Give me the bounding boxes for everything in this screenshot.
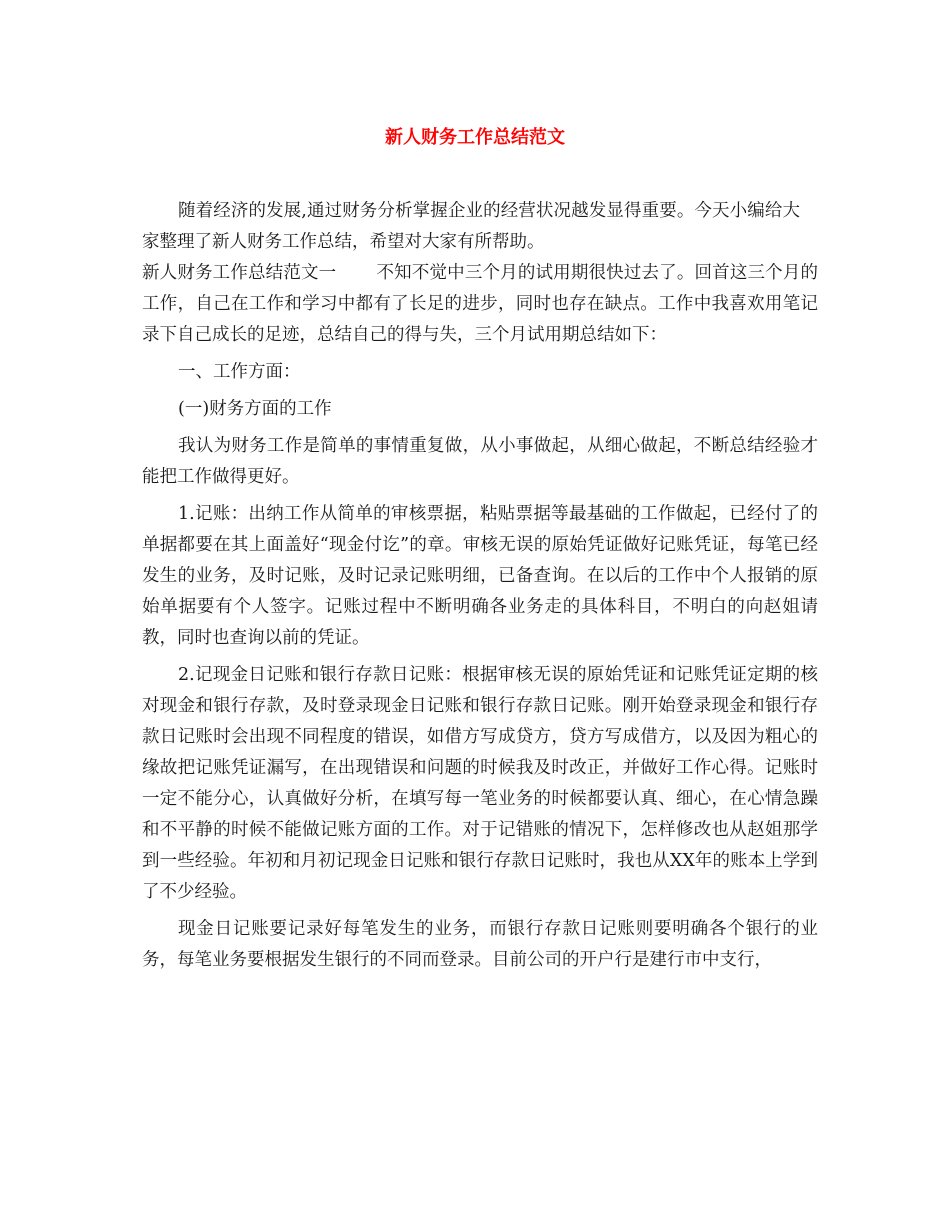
intro-paragraph: 随着经济的发展,通过财务分析掌握企业的经营状况越发显得重要。今天小编给大家整理了新人财务工作总结，希望对大家有所帮助。 — [142, 201, 800, 252]
section-paragraph — [142, 258, 818, 351]
section-heading: 新人财务工作总结范文一 — [142, 263, 337, 283]
heading-finance-work: (一)财务方面的工作 — [178, 399, 332, 419]
paragraph-bookkeeping: 1.记账：出纳工作从简单的审核票据，粘贴票据等最基础的工作做起，已经付了的单据都要在其上面盖好“现金付讫”的章。审核无误的原始凭证做好记账凭证，每笔已经发生的业务，及时记账，及时记录记账明细，已备查询。在以后的工作中个人报销的原始单据要有个人签字。记账过程中不断明确各业务走的具体科目，不明白的向赵姐请教，同时也查询以前的凭证。 — [142, 504, 818, 648]
paragraph-journals: 2.记现金日记账和银行存款日记账：根据审核无误的原始凭证和记账凭证定期的核对现金和银行存款，及时登录现金日记账和银行存款日记账。刚开始登录现金和银行存款日记账时会出现不同程度的错误，如借方写成贷方，贷方写成借方，以及因为粗心的缘故把记账凭证漏写，在出现错误和问题的时候我及时改正，并做好工作心得。记账时一定不能分心，认真做好分析，在填写每一笔业务的时候都要认真、细心，在心情急躁和不平静的时候不能做记账方面的工作。对于记错账的情况下，怎样修改也从赵姐那学到一些经验。年初和月初记现金日记账和银行存款日记账时，我也从XX年的账本上学到了不少经验。 — [142, 665, 818, 902]
section-intro-text: 不知不觉中三个月的试用期很快过去了。回首这三个月的工作，自己在工作和学习中都有了长足的进步，同时也存在缺点。工作中我喜欢用笔记录下自己成长的足迹，总结自己的得与失，三个月试用期总结如下： — [142, 263, 819, 345]
document-body — [142, 196, 818, 976]
paragraph-cash-bank: 现金日记账要记录好每笔发生的业务，而银行存款日记账则要明确各个银行的业务，每笔业务要根据发生银行的不同而登录。目前公司的开户行是建行市中支行， — [142, 919, 818, 970]
paragraph-philosophy: 我认为财务工作是简单的事情重复做，从小事做起，从细心做起，不断总结经验才能把工作做得更好。 — [142, 436, 818, 487]
heading-work-aspects: 一、工作方面： — [178, 362, 301, 382]
document-title: 新人财务工作总结范文 — [385, 127, 565, 148]
